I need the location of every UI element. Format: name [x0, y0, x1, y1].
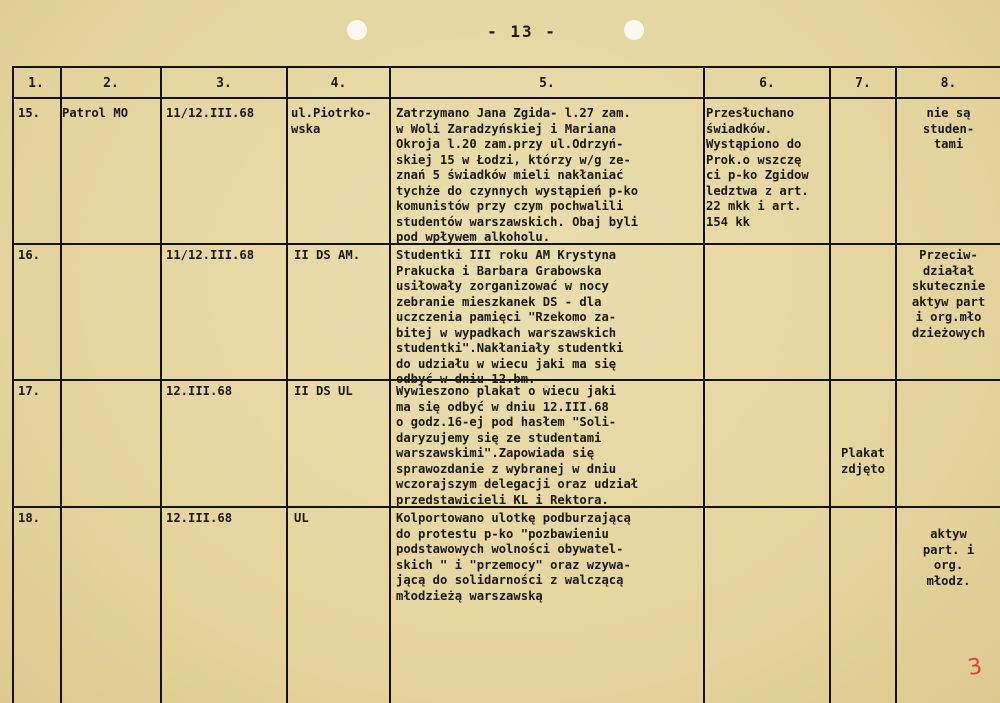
remarks: Przeciw- działał skutecznie aktyw part i org.mło dzieżowych [911, 248, 986, 340]
column-rule [895, 66, 897, 703]
column-header: 3. [216, 76, 232, 91]
event-place: UL [294, 511, 309, 525]
remarks: aktyw part. i org. młodz. [922, 527, 975, 588]
event-date: 11/12.III.68 [166, 106, 255, 120]
table-left-rule [12, 66, 14, 703]
event-description: Kolportowano ulotkę podburzającą do protestu p-ko "pozbawieniu podstawowych wolności obywatel- skich " i "przemocy" oraz wzywa- jącą do solidarności z walczącą młodzieżą warszawską [396, 511, 631, 603]
column-rule [286, 66, 288, 703]
event-place: II DS UL [294, 384, 353, 398]
handwritten-margin-number: 3 [965, 653, 985, 682]
column-rule [389, 66, 391, 703]
column-header: 1. [28, 76, 44, 91]
event-description: Wywieszono plakat o wiecu jaki ma się odbyć w dniu 12.III.68 o godz.16-ej pod hasłem "Soli- daryzujemy się ze studentami warszawskimi".Zapowiada się sprawozdanie z wybranej w dniu wczorajszym delegacji oraz udział przedstawicieli KL i Rektora. [396, 384, 639, 507]
column-header: 5. [539, 76, 555, 91]
reporting-unit: Patrol MO [62, 106, 129, 120]
row-number: 17. [18, 384, 41, 398]
column-rule [60, 66, 62, 703]
column-rule [160, 66, 162, 703]
punch-hole [624, 20, 644, 40]
column-header: 4. [330, 76, 347, 91]
column-header: 6. [759, 76, 775, 91]
event-place: II DS AM. [294, 248, 361, 262]
event-description: Studentki III roku AM Krystyna Prakucka i Barbara Grabowska usiłowały zorganizować w nocy zebranie mieszkanek DS - dla uczczenia pamięci "Rzekomo za- bitej w wypadkach warszawskich studentki".Nakłaniały studentki do udziału w wiecu jaki ma się odbyć w dniu 12.bm. [396, 248, 624, 386]
punch-hole [347, 20, 367, 40]
row-number: 16. [18, 248, 41, 262]
column-header: 7. [855, 76, 871, 91]
column-rule [829, 66, 831, 703]
column-header: 8. [940, 76, 957, 91]
row-number: 18. [18, 511, 41, 525]
event-place: ul.Piotrko- wska [291, 106, 372, 136]
remarks: nie są studen- tami [922, 106, 975, 151]
column-header: 2. [103, 76, 119, 91]
row-number: 15. [18, 106, 41, 120]
result: Plakat zdjęto [840, 446, 886, 476]
event-date: 12.III.68 [166, 511, 233, 525]
page-number: - 13 - [487, 22, 557, 41]
action-taken: Przesłuchano świadków. Wystąpiono do Prok.o wszczę ci p-ko Zgidow ledztwa z art. 22 mkk i art. 154 kk [706, 106, 809, 229]
event-date: 11/12.III.68 [166, 248, 255, 262]
event-date: 12.III.68 [166, 384, 233, 398]
column-rule [703, 66, 705, 703]
event-description: Zatrzymano Jana Zgida- l.27 zam. w Woli Zaradzyńskiej i Mariana Okroja l.20 zam.przy ul.Odrzyń- skiej 15 w Łodzi, którzy w/g ze- znań 5 świadków mieli nakłaniać tychże do czynnych wystąpień p-ko komunistów przy czym pochwalili studentów warszawskich. Obaj byli pod wpływem alkoholu. [396, 106, 639, 244]
